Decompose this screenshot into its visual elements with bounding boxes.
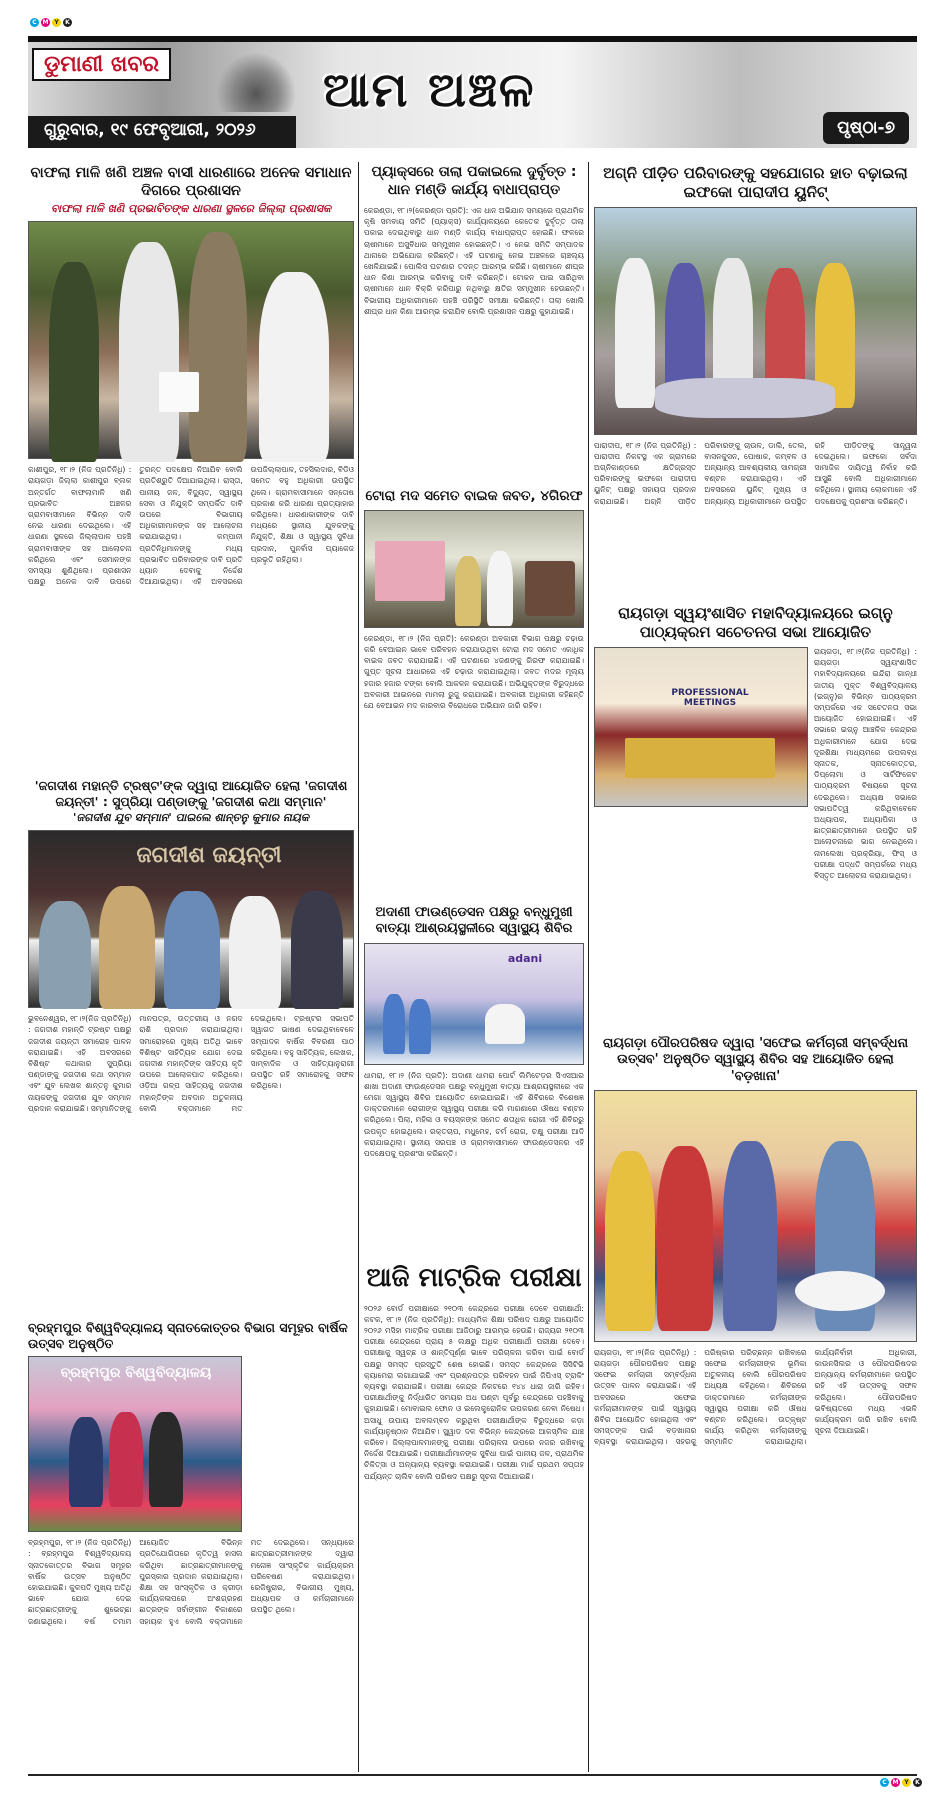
article-subhead: 'ଜଗଦୀଶ ଯୁବ ସମ୍ମାନ' ପାଇଲେ ଶାନ୍ତନୁ କୁମାର ନାୟକ <box>73 811 309 825</box>
article-photo <box>594 207 917 435</box>
cmyk-m: M <box>892 1779 899 1786</box>
article-liquor-seizure <box>364 488 584 873</box>
cmyk-k: K <box>913 1778 922 1787</box>
article-ignou-awareness <box>594 604 917 881</box>
article-pacs-lock <box>364 164 584 477</box>
article-headline: 'ଜଗଦୀଶ ମହାନ୍ତି ଟ୍ରଷ୍ଟ'ଙ୍କ ଦ୍ୱାରା ଆୟୋଜିତ ହେଲା 'ଜଗଦୀଶ ଜୟନ୍ତୀ' : ସୁପ୍ରିୟା ପଣ୍ଡାଙ୍କୁ 'ଜଗଦୀଶ କଥା ସମ୍ମାନ' <box>34 778 348 809</box>
article-photo <box>594 1090 917 1342</box>
article-iffco-fire-relief <box>594 164 917 590</box>
masthead <box>28 36 917 148</box>
article-jagadish-jayanti <box>28 778 354 1256</box>
article-body: ଧାମରା, ୧୮।୨ (ନିଜ ପ୍ରତି): ଅଦାଣୀ ଧାମରା ପୋର୍ଟ ଲିମିଟେଡ଼ର ସିଏସଆର ଶାଖା ଅଦାଣୀ ଫାଉଣ୍ଡେସନ ପକ୍ଷରୁ ବନ୍ଧୁମୁଖୀ ବାତ୍ୟା ଆଶ୍ରୟସ୍ଥଳୀରେ ଏକ ମେଗା ସ୍ୱାସ୍ଥ୍ୟ ଶିବିର ଆୟୋଜିତ ହୋଇଯାଇଛି। ଏହି ଶିବିରରେ ବିଶେଷଜ୍ଞ ଡାକ୍ତରମାନେ ରୋଗୀଙ୍କ ସ୍ୱାସ୍ଥ୍ୟ ପରୀକ୍ଷା କରି ମାଗଣାରେ ଔଷଧ ବଣ୍ଟନ କରିଥିଲେ। ପିଲା, ମହିଳା ଓ ବୟସ୍କଙ୍କ ସମେତ ଶତାଧିକ ରୋଗୀ ଏହି ଶିବିରରୁ ଉପକୃତ ହୋଇଥିଲେ। ରକ୍ତଚାପ, ମଧୁମେହ, ଚର୍ମ ରୋଗ, ଚକ୍ଷୁ ପରୀକ୍ଷା ଆଦି କରାଯାଇଥିଲା। ସ୍ଥାନୀୟ ସରପଞ୍ଚ ଓ ଗ୍ରାମବାସୀମାନେ ଫାଉଣ୍ଡେସନର ଏହି ପଦକ୍ଷେପକୁ ପ୍ରଶଂସା କରିଛନ୍ତି। <box>364 1070 584 1158</box>
article-body: ପାରାଦୀପ, ୧୮।୨ (ନିଜ ପ୍ରତିନିଧି) : ପାରାଦୀପ ନିକଟସ୍ଥ ଏକ ଗ୍ରାମରେ ଅଗ୍ନିକାଣ୍ଡରେ କ୍ଷତିଗ୍ରସ୍ତ ପରିବାରଙ୍କୁ ଇଫକୋ ପାରାଦୀପ ୟୁନିଟ୍ ପକ୍ଷରୁ ସହାୟତା ପ୍ରଦାନ କରାଯାଇଛି। ଅଗ୍ନି ପୀଡ଼ିତ ପରିବାରଙ୍କୁ ଚାଉଳ, ଡାଲି, ତେଲ, ବାସନକୁସନ, ପୋଷାକ, କମ୍ବଳ ଓ ଅନ୍ୟାନ୍ୟ ଆବଶ୍ୟକୀୟ ସାମଗ୍ରୀ ବଣ୍ଟନ କରାଯାଇଥିଲା। ଏହି ଅବସରରେ ୟୁନିଟ୍ ମୁଖ୍ୟ ଓ ଅନ୍ୟାନ୍ୟ ଅଧିକାରୀମାନେ ଉପସ୍ଥିତ ରହି ପୀଡ଼ିତଙ୍କୁ ସାନ୍ତ୍ୱନା ଦେଇଥିଲେ। ଇଫକୋ ସର୍ବଦା ସାମାଜିକ ଦାୟିତ୍ୱ ନିର୍ବାହ କରି ଆସୁଛି ବୋଲି ଅଧିକାରୀମାନେ କହିଥିଲେ। ସ୍ଥାନୀୟ ଲୋକମାନେ ଏହି ପଦକ୍ଷେପକୁ ପ୍ରଶଂସା କରିଛନ୍ତି। <box>594 440 917 506</box>
column-divider <box>358 162 359 1772</box>
cmyk-marks-bottom <box>880 1778 922 1787</box>
photo-banner-text: ବ୍ରହ୍ମପୁର ବିଶ୍ୱବିଦ୍ୟାଳୟ <box>60 1365 212 1382</box>
article-body: ରାୟଗଡ଼ା, ୧୮।୨(ନିଜ ପ୍ରତିନିଧି) : ରାୟଗଡ଼ା ପୌରପରିଷଦ ପକ୍ଷରୁ ସଫେଇ କର୍ମଚାରୀ ସମ୍ବର୍ଦ୍ଧନା ଉତ୍ସବ ପାଳନ କରାଯାଇଛି। ଏହି ଅବସରରେ ସଫେଇ କର୍ମଚାରୀମାନଙ୍କ ପାଇଁ ସ୍ୱାସ୍ଥ୍ୟ ଶିବିର ଆୟୋଜିତ ହୋଇଥିଲା ଏବଂ ସମସ୍ତଙ୍କ ପାଇଁ ବଡ଼ଖାନାର ବ୍ୟବସ୍ଥା କରାଯାଇଥିଲା। ସହରକୁ ପରିଷ୍କାର ପରିଚ୍ଛନ୍ନ ରଖିବାରେ ସଫେଇ କର୍ମଚାରୀଙ୍କ ଭୂମିକା ଅତୁଳନୀୟ ବୋଲି ପୌରପରିଷଦ ଅଧ୍ୟକ୍ଷ କହିଥିଲେ। ଶିବିରରେ ଡାକ୍ତରମାନେ କର୍ମଚାରୀଙ୍କ ସ୍ୱାସ୍ଥ୍ୟ ପରୀକ୍ଷା କରି ଔଷଧ ବଣ୍ଟନ କରିଥିଲେ। ଉତ୍କୃଷ୍ଟ କାର୍ଯ୍ୟ କରିଥିବା କର୍ମଚାରୀଙ୍କୁ ସମ୍ମାନିତ କରାଯାଇଥିଲା। କାର୍ଯ୍ୟନିର୍ବାହୀ ଅଧିକାରୀ, କାଉନସିଲର ଓ ପୌରପରିଷଦର ଅନ୍ୟାନ୍ୟ କର୍ମଚାରୀମାନେ ଉପସ୍ଥିତ ରହି ଏହି ଉତ୍ସବକୁ ସଫଳ କରିଥିଲେ। ପୌରପରିଷଦ ଭବିଷ୍ୟତରେ ମଧ୍ୟ ଏଭଳି କାର୍ଯ୍ୟକ୍ରମ ଜାରି ରଖିବ ବୋଲି ସୂଚନା ଦିଆଯାଇଛି। <box>594 1347 917 1447</box>
article-photo <box>594 647 808 807</box>
article-headline: ଅଦାଣୀ ଫାଉଣ୍ଡେସନ ପକ୍ଷରୁ ବନ୍ଧୁମୁଖୀ ବାତ୍ୟା ଆଶ୍ରୟସ୍ଥଳୀରେ ସ୍ୱାସ୍ଥ୍ୟ ଶିବିର <box>375 905 573 937</box>
article-adani-health-camp <box>364 905 584 1248</box>
article-subhead: ବାଫଲା ମାଳି ଖଣି ପ୍ରଭାବିତଙ୍କ ଧାରଣା ସ୍ଥଳରେ ଜିଲ୍ଲା ପ୍ରଶାସକ <box>50 202 332 216</box>
article-photo <box>28 1356 242 1532</box>
cmyk-k: K <box>63 18 72 27</box>
photo-banner-text: ଜଗଦୀଶ ଜୟନ୍ତୀ <box>136 843 282 869</box>
column-divider <box>588 162 589 1772</box>
article-headline: ଟୋରା ମଦ ସମେତ ବାଇକ ଜବତ, ୪ଗିରଫ <box>365 488 583 504</box>
article-bafla-mali <box>28 164 354 762</box>
cmyk-c: C <box>880 1778 889 1787</box>
article-body: କାଶୀପୁର, ୧୮।୨ (ନିଜ ପ୍ରତିନିଧି) : ରାୟଗଡ଼ା ଜିଲ୍ଲା କାଶୀପୁର ବ୍ଲକ ଅନ୍ତର୍ଗତ ବାଫଲାମାଳି ଖଣି ପ୍ରଭାବିତ ଅଞ୍ଚଳର ଗ୍ରାମବାସୀମାନେ ବିଭିନ୍ନ ଦାବି ନେଇ ଧାରଣା ଦେଇଥିଲେ। ଏହି ଧାରଣା ସ୍ଥଳରେ ଜିଲ୍ଲାପାଳ ପହଞ୍ଚି ଗ୍ରାମବାସୀଙ୍କ ସହ ଆଲୋଚନା କରିଥିଲେ ଏବଂ ସେମାନଙ୍କ ସମସ୍ୟା ଶୁଣିଥିଲେ। ପ୍ରଶାସନ ପକ୍ଷରୁ ଅନେକ ଦାବି ଉପରେ ତୁରନ୍ତ ପଦକ୍ଷେପ ନିଆଯିବ ବୋଲି ପ୍ରତିଶ୍ରୁତି ଦିଆଯାଇଥିଲା। ରାସ୍ତା, ପାନୀୟ ଜଳ, ବିଦ୍ୟୁତ, ସ୍ୱାସ୍ଥ୍ୟ ସେବା ଓ ନିଯୁକ୍ତି ସମ୍ପର୍କିତ ଦାବି ଉପରେ ବିଭାଗୀୟ ଅଧିକାରୀମାନଙ୍କ ସହ ଆଲୋଚନା କରାଯାଇଥିଲା। କମ୍ପାନୀ ପ୍ରତିନିଧିମାନଙ୍କୁ ମଧ୍ୟ ପ୍ରଭାବିତ ପରିବାରଙ୍କ ଦାବି ପ୍ରତି ଧ୍ୟାନ ଦେବାକୁ ନିର୍ଦ୍ଦେଶ ଦିଆଯାଇଥିଲା। ଏହି ଅବସରରେ ଉପଜିଲ୍ଲାପାଳ, ତହସିଲଦାର, ବିଡିଓ ସମେତ ବହୁ ଅଧିକାରୀ ଉପସ୍ଥିତ ଥିଲେ। ଗ୍ରାମବାସୀମାନେ ସନ୍ତୋଷ ପ୍ରକାଶ କରି ଧାରଣା ପ୍ରତ୍ୟାହାର କରିଥିଲେ। ଧାରଣାକାରୀଙ୍କ ଦାବି ମଧ୍ୟରେ ସ୍ଥାନୀୟ ଯୁବକଙ୍କୁ ନିଯୁକ୍ତି, ଶିକ୍ଷା ଓ ସ୍ୱାସ୍ଥ୍ୟ ସୁବିଧା ପ୍ରଦାନ, ପୁନର୍ବାସ ପ୍ୟାକେଜ ପ୍ରଭୃତି ରହିଥିଲା। <box>28 465 354 587</box>
article-matric-exam <box>364 1262 584 1743</box>
article-photo <box>364 943 584 1065</box>
cmyk-c: C <box>30 18 39 27</box>
cmyk-marks-top <box>30 18 72 27</box>
photo-banner-text: PROFESSIONAL MEETINGS <box>671 687 749 708</box>
cmyk-y: Y <box>52 18 61 27</box>
article-body: ଭୁବନେଶ୍ୱର, ୧୮।୨(ନିଜ ପ୍ରତିନିଧି) : ଜଗଦୀଶ ମହାନ୍ତି ଟ୍ରଷ୍ଟ ପକ୍ଷରୁ ଜଗଦୀଶ ଜୟନ୍ତୀ ସମାରୋହ ପାଳନ କରାଯାଇଛି। ଏହି ଅବସରରେ ବିଶିଷ୍ଟ କଥାକାର ସୁପ୍ରିୟା ପଣ୍ଡାଙ୍କୁ ଜଗଦୀଶ କଥା ସମ୍ମାନ ଏବଂ ଯୁବ ଲେଖକ ଶାନ୍ତନୁ କୁମାର ନାୟକଙ୍କୁ ଜଗଦୀଶ ଯୁବ ସମ୍ମାନ ପ୍ରଦାନ କରାଯାଇଛି। ସମ୍ମାନିତଙ୍କୁ ମାନପତ୍ର, ଉତ୍ତରୀୟ ଓ ନଗଦ ରାଶି ପ୍ରଦାନ କରାଯାଇଥିଲା। ସମାରୋହରେ ମୁଖ୍ୟ ଅତିଥି ଭାବେ ବିଶିଷ୍ଟ ସାହିତ୍ୟିକ ଯୋଗ ଦେଇ ଜଗଦୀଶ ମହାନ୍ତିଙ୍କ ସାହିତ୍ୟ କୃତି ଉପରେ ଆଲୋକପାତ କରିଥିଲେ। ଓଡ଼ିଆ ଗଳ୍ପ ସାହିତ୍ୟକୁ ଜଗଦୀଶ ମହାନ୍ତିଙ୍କ ଅବଦାନ ଅତୁଳନୀୟ ବୋଲି ବକ୍ତାମାନେ ମତ ଦେଇଥିଲେ। ଟ୍ରଷ୍ଟର ସଭାପତି ସ୍ୱାଗତ ଭାଷଣ ଦେଇଥିବାବେଳେ ସମ୍ପାଦକ ବାର୍ଷିକ ବିବରଣୀ ପାଠ କରିଥିଲେ। ବହୁ ସାହିତ୍ୟିକ, ଲେଖକ, ସାମ୍ବାଦିକ ଓ ସାହିତ୍ୟାନୁରାଗୀ ଉପସ୍ଥିତ ରହି ସମାରୋହକୁ ସଫଳ କରିଥିଲେ। <box>28 1014 354 1113</box>
page-number: ପୃଷ୍ଠା-୭ <box>823 112 909 144</box>
article-headline: ବାଫଲା ମାଳି ଖଣି ଅଞ୍ଚଳ ବାସୀ ଧାରଣାରେ ଅନେକ ସମାଧାନ ଦିଗରେ ପ୍ରଶାସନ <box>30 165 352 200</box>
article-headline: ଆଜି ମାଟ୍ରିକ ପରୀକ୍ଷା <box>366 1263 582 1293</box>
article-headline: ବ୍ରହ୍ମପୁର ବିଶ୍ୱବିଦ୍ୟାଳୟ ସ୍ନାତକୋତ୍ତର ବିଭାଗ ସମୂହର ବାର୍ଷିକ ଉତ୍ସବ ଅନୁଷ୍ଠିତ <box>28 1320 348 1351</box>
article-brahmapur-university <box>28 1320 354 1780</box>
article-headline: ଅଗ୍ନି ପୀଡ଼ିତ ପରିବାରଙ୍କୁ ସହଯୋଗର ହାତ ବଢ଼ାଇଲା ଇଫକୋ ପାରାଦୀପ ୟୁନିଟ୍ <box>603 164 908 201</box>
article-headline: ରାୟଗଡ଼ା ସ୍ୱୟଂଶାସିତ ମହାବିଦ୍ୟାଳୟରେ ଇଗ୍ନୁ ପାଠ୍ୟକ୍ରମ ସଚେତନତା ସଭା ଆୟୋଜିତ <box>618 604 893 641</box>
cmyk-m: M <box>42 19 49 26</box>
article-body: କେରଣ୍ଡା, ୧୮।୨ (ନିଜ ପ୍ରତି): କେରଣ୍ଡା ଅବକାରୀ ବିଭାଗ ପକ୍ଷରୁ ଚଢ଼ାଉ କରି ବେଆଇନ ଭାବେ ପରିବହନ କରାଯାଉଥିବା ଟୋରା ମଦ ସମେତ ଏକାଧିକ ବାଇକ ଜବତ କରାଯାଇଛି। ଏହି ଘଟଣାରେ ୪ଜଣଙ୍କୁ ଗିରଫ କରାଯାଇଛି। ଗୁପ୍ତ ସୂଚନା ଆଧାରରେ ଏହି ଚଢ଼ାଉ କରାଯାଇଥିଲା। ଜବତ ମଦର ମୂଲ୍ୟ ହଜାର ହଜାର ଟଙ୍କା ବୋଲି ଆକଳନ କରାଯାଉଛି। ଅଭିଯୁକ୍ତଙ୍କ ବିରୁଦ୍ଧରେ ଅବକାରୀ ଆଇନରେ ମାମଲା ରୁଜୁ କରାଯାଇଛି। ଅବକାରୀ ଅଧିକାରୀ କହିଛନ୍ତି ଯେ ବେଆଇନ ମଦ କାରବାର ବିରୋଧରେ ଅଭିଯାନ ଜାରି ରହିବ। <box>364 633 584 711</box>
article-sanitation-workers-felicitation <box>594 1036 917 1527</box>
article-headline: ପ୍ୟାକ୍ସରେ ତାଲା ପକାଇଲେ ଦୁର୍ବୃତ୍ତ : ଧାନ ମଣ୍ଡି କାର୍ଯ୍ୟ ବାଧାପ୍ରାପ୍ତ <box>371 164 577 198</box>
article-body: କେରଣ୍ଡା, ୧୮।୨(କେରଣ୍ଡା ପ୍ରତି): ଏକ ଧାନ ଅଭିଯାନ ସମୟରେ ପ୍ରାଥମିକ କୃଷି ସମବାୟ ସମିତି (ପ୍ୟାକ୍ସ) କାର୍ଯ୍ୟାଳୟରେ କେତେକ ଦୁର୍ବୃତ୍ତ ତାଲା ପକାଇ ଦେଇଥିବାରୁ ଧାନ ମଣ୍ଡି କାର୍ଯ୍ୟ ବାଧାପ୍ରାପ୍ତ ହୋଇଛି। ଫଳରେ ଚାଷୀମାନେ ଅସୁବିଧାର ସମ୍ମୁଖୀନ ହୋଇଛନ୍ତି। ଏ ନେଇ ସମିତି ସମ୍ପାଦକ ଥାନାରେ ଅଭିଯୋଗ କରିଛନ୍ତି। ଏହି ଘଟଣାକୁ ନେଇ ଅଞ୍ଚଳରେ ଚାଞ୍ଚଲ୍ୟ ଖେଳିଯାଇଛି। ପୋଲିସ ଘଟଣାର ତଦନ୍ତ ଆରମ୍ଭ କରିଛି। ଚାଷୀମାନେ ଶୀଘ୍ର ଧାନ କିଣା ଆରମ୍ଭ କରିବାକୁ ଦାବି କରିଛନ୍ତି। ଟୋକନ ପାଇ ସାରିଥିବା ଚାଷୀମାନେ ଧାନ ବିକ୍ରି କରିପାରୁ ନଥିବାରୁ କ୍ଷତିର ସମ୍ମୁଖୀନ ହେଉଛନ୍ତି। ବିଭାଗୀୟ ଅଧିକାରୀମାନେ ପହଞ୍ଚି ପରିସ୍ଥିତି ସମୀକ୍ଷା କରିଛନ୍ତି। ତାଲା ଖୋଲି ଶୀଘ୍ର ଧାନ କିଣା ଆରମ୍ଭ କରାଯିବ ବୋଲି ପ୍ରଶାସନ ପକ୍ଷରୁ କୁହାଯାଇଛି। <box>364 206 584 316</box>
publication-date: ଗୁରୁବାର, ୧୯ ଫେବୃଆରୀ, ୨୦୨୬ <box>28 116 296 148</box>
photo-logo-text: adani <box>507 951 543 965</box>
article-body: ରାୟଗଡ଼ା, ୧୮।୨(ନିଜ ପ୍ରତିନିଧି) : ରାୟଗଡ଼ା ସ୍ୱୟଂଶାସିତ ମହାବିଦ୍ୟାଳୟରେ ଇନ୍ଦିରା ଗାନ୍ଧୀ ଜାତୀୟ ମୁକ୍ତ ବିଶ୍ୱବିଦ୍ୟାଳୟ (ଇଗ୍ନୁ)ର ବିଭିନ୍ନ ପାଠ୍ୟକ୍ରମ ସମ୍ପର୍କରେ ଏକ ସଚେତନତା ସଭା ଆୟୋଜିତ ହୋଇଯାଇଛି। ଏହି ସଭାରେ ଇଗ୍ନୁ ଆଞ୍ଚଳିକ କେନ୍ଦ୍ରର ଅଧିକାରୀମାନେ ଯୋଗ ଦେଇ ଦୂରଶିକ୍ଷା ମାଧ୍ୟମରେ ଉପଲବ୍ଧ ସ୍ନାତକ, ସ୍ନାତକୋତ୍ତର, ଡିପ୍ଲୋମା ଓ ସାର୍ଟିଫିକେଟ ପାଠ୍ୟକ୍ରମ ବିଷୟରେ ସୂଚନା ଦେଇଥିଲେ। ଅଧ୍ୟକ୍ଷ ସଭାରେ ସଭାପତିତ୍ୱ କରିଥିବାବେଳେ ଅଧ୍ୟାପକ, ଅଧ୍ୟାପିକା ଓ ଛାତ୍ରଛାତ୍ରୀମାନେ ଉପସ୍ଥିତ ରହି ଆଲୋଚନାରେ ଭାଗ ନେଇଥିଲେ। ନାମଲେଖା ପ୍ରକ୍ରିୟା, ଫିସ୍ ଓ ପରୀକ୍ଷା ପଦ୍ଧତି ସମ୍ପର୍କରେ ମଧ୍ୟ ବିସ୍ତୃତ ଆଲୋଚନା କରାଯାଇଥିଲା। <box>814 647 917 881</box>
article-photo <box>28 221 354 459</box>
palm-tree-graphic <box>216 52 296 112</box>
cmyk-y: Y <box>902 1778 911 1787</box>
article-photo <box>28 830 354 1008</box>
article-photo <box>364 510 584 628</box>
section-title: ଆମ ଅଞ୍ଚଳ <box>323 62 536 118</box>
newspaper-logo: ଡୁମାଣୀ ଖବର <box>32 48 171 81</box>
article-body: ୨୦୨୬ ବୋର୍ଡ ପରୀକ୍ଷାରେ ୨୧୦୩ କେନ୍ଦ୍ରରେ ପରୀକ୍ଷା ଦେବେ ପରୀକ୍ଷାର୍ଥୀ: କଟକ, ୧୮।୨ (ନିଜ ପ୍ରତିନିଧି): ମାଧ୍ୟମିକ ଶିକ୍ଷା ପରିଷଦ ପକ୍ଷରୁ ଆୟୋଜିତ ୨୦୨୬ ମସିହା ମାଟ୍ରିକ ପରୀକ୍ଷା ଆଜିଠାରୁ ଆରମ୍ଭ ହେଉଛି। ରାଜ୍ୟର ୨୧୦୩ ପରୀକ୍ଷା କେନ୍ଦ୍ରରେ ପ୍ରାୟ ୫ ଲକ୍ଷରୁ ଅଧିକ ପରୀକ୍ଷାର୍ଥୀ ପରୀକ୍ଷା ଦେବେ। ପରୀକ୍ଷାକୁ ସ୍ୱଚ୍ଛ ଓ ଶାନ୍ତିପୂର୍ଣ୍ଣ ଭାବେ ପରିଚାଳନା କରିବା ପାଇଁ ବୋର୍ଡ ପକ୍ଷରୁ ସମସ୍ତ ପ୍ରସ୍ତୁତି ଶେଷ ହୋଇଛି। ସମସ୍ତ କେନ୍ଦ୍ରରେ ସିସିଟିଭି କ୍ୟାମେରା ଲଗାଯାଇଛି ଏବଂ ପ୍ରଶ୍ନପତ୍ର ପରିବହନ ପାଇଁ ଜିପିଏସ୍ ଟ୍ରାକିଂ ବ୍ୟବସ୍ଥା କରାଯାଇଛି। ପରୀକ୍ଷା କେନ୍ଦ୍ର ନିକଟରେ ୧୪୪ ଧାରା ଜାରି ରହିବ। ପରୀକ୍ଷାର୍ଥୀଙ୍କୁ ନିର୍ଦ୍ଧାରିତ ସମୟର ଅଧ ଘଣ୍ଟା ପୂର୍ବରୁ କେନ୍ଦ୍ରରେ ପହଞ୍ଚିବାକୁ କୁହାଯାଇଛି। ମୋବାଇଲ ଫୋନ ଓ ଇଲେକ୍ଟ୍ରୋନିକ ଉପକରଣ ନେବା ନିଷେଧ। ଅସାଧୁ ଉପାୟ ଅବଲମ୍ବନ କରୁଥିବା ପରୀକ୍ଷାର୍ଥୀଙ୍କ ବିରୁଦ୍ଧରେ କଡ଼ା କାର୍ଯ୍ୟାନୁଷ୍ଠାନ ନିଆଯିବ। ସ୍କ୍ୱାଡ ଦଳ ବିଭିନ୍ନ କେନ୍ଦ୍ରରେ ଆକସ୍ମିକ ଯାଞ୍ଚ କରିବେ। ଜିଲ୍ଲାପାଳମାନଙ୍କୁ ପରୀକ୍ଷା ପରିଚାଳନା ଉପରେ ନଜର ରଖିବାକୁ ନିର୍ଦ୍ଦେଶ ଦିଆଯାଇଛି। ପରୀକ୍ଷାର୍ଥୀମାନଙ୍କ ସୁବିଧା ପାଇଁ ପାନୀୟ ଜଳ, ପ୍ରାଥମିକ ଚିକିତ୍ସା ଓ ଅନ୍ୟାନ୍ୟ ବ୍ୟବସ୍ଥା କରାଯାଇଛି। ପରୀକ୍ଷା ମାର୍ଚ୍ଚ ପ୍ରଥମ ସପ୍ତାହ ପର୍ଯ୍ୟନ୍ତ ଚାଲିବ ବୋଲି ପରିଷଦ ପକ୍ଷରୁ ସୂଚନା ଦିଆଯାଇଛି। <box>364 1303 584 1481</box>
article-body: ବ୍ରହ୍ମପୁର, ୧୮।୨ (ନିଜ ପ୍ରତିନିଧି) : ବ୍ରହ୍ମପୁର ବିଶ୍ୱବିଦ୍ୟାଳୟ ସ୍ନାତକୋତ୍ତର ବିଭାଗ ସମୂହର ବାର୍ଷିକ ଉତ୍ସବ ଅନୁଷ୍ଠିତ ହୋଇଯାଇଛି। କୁଳପତି ମୁଖ୍ୟ ଅତିଥି ଭାବେ ଯୋଗ ଦେଇ ଛାତ୍ରଛାତ୍ରୀଙ୍କୁ ଶୁଭେଚ୍ଛା ଜଣାଇଥିଲେ। ବର୍ଷ ତମାମ ଆୟୋଜିତ ବିଭିନ୍ନ ପ୍ରତିଯୋଗିତାରେ କୃତିତ୍ୱ ହାସଲ କରିଥିବା ଛାତ୍ରଛାତ୍ରୀମାନଙ୍କୁ ପୁରସ୍କାର ପ୍ରଦାନ କରାଯାଇଥିଲା। ଶିକ୍ଷା ସହ ସାଂସ୍କୃତିକ ଓ କ୍ରୀଡ଼ା କାର୍ଯ୍ୟକଳାପରେ ଅଂଶଗ୍ରହଣ ଛାତ୍ରଙ୍କ ସର୍ବାଙ୍ଗୀନ ବିକାଶରେ ସହାୟକ ହୁଏ ବୋଲି ବକ୍ତାମାନେ ମତ ଦେଇଥିଲେ। ସନ୍ଧ୍ୟାରେ ଛାତ୍ରଛାତ୍ରୀମାନଙ୍କ ଦ୍ୱାରା ମନୋଜ୍ଞ ସାଂସ୍କୃତିକ କାର୍ଯ୍ୟକ୍ରମ ପରିବେଷଣ କରାଯାଇଥିଲା। ରେଜିଷ୍ଟ୍ରାର, ବିଭାଗୀୟ ମୁଖ୍ୟ, ଅଧ୍ୟାପକ ଓ କର୍ମଚାରୀମାନେ ଉପସ୍ଥିତ ଥିଲେ। <box>28 1538 354 1626</box>
article-headline: ରାୟଗଡ଼ା ପୌରପରିଷଦ ଦ୍ୱାରା 'ସଫେଇ କର୍ମଚାରୀ ସମ୍ବର୍ଦ୍ଧନା ଉତ୍ସବ' ଅନୁଷ୍ଠିତ ସ୍ୱାସ୍ଥ୍ୟ ଶିବିର ସହ ଆୟୋଜିତ ହେଲା 'ବଡ଼ଖାନା' <box>602 1036 909 1084</box>
